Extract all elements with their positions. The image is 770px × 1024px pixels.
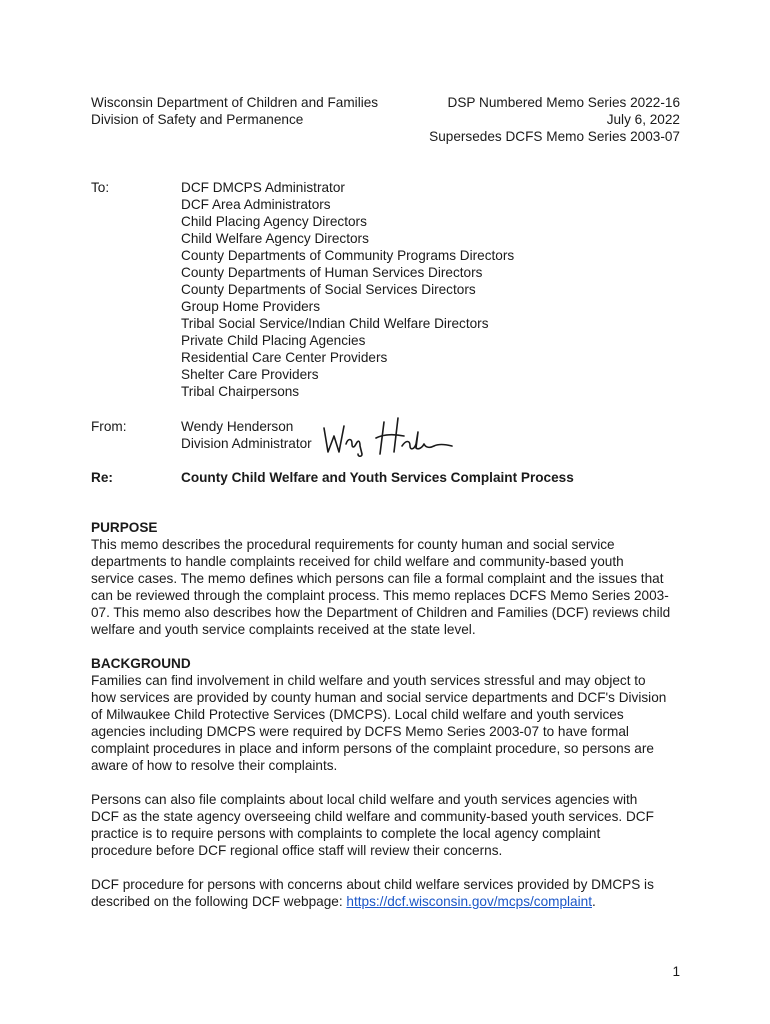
recipient-item: Private Child Placing Agencies bbox=[181, 333, 366, 348]
memo-date: July 6, 2022 bbox=[606, 112, 680, 127]
division-name: Division of Safety and Permanence bbox=[91, 112, 304, 127]
supersedes-note: Supersedes DCFS Memo Series 2003-07 bbox=[429, 129, 680, 144]
recipient-item: County Departments of Human Services Directors bbox=[181, 265, 483, 280]
text-line: complaint procedures in place and inform persons of the complaint procedure, so persons are bbox=[91, 741, 654, 756]
header-left bbox=[91, 94, 378, 128]
recipient-list bbox=[181, 179, 514, 400]
purpose-heading: PURPOSE bbox=[91, 520, 158, 535]
text-line: agencies including DMCPS were required by DCFS Memo Series 2003-07 to have formal bbox=[91, 724, 629, 739]
recipient-item: County Departments of Social Services Directors bbox=[181, 282, 476, 297]
recipient-item: DCF Area Administrators bbox=[181, 197, 331, 212]
text-line: aware of how to resolve their complaints. bbox=[91, 758, 338, 773]
recipient-item: Group Home Providers bbox=[181, 299, 321, 314]
text-line: how services are provided by county human and social service departments and DCF's Division bbox=[91, 690, 667, 705]
recipient-item: Tribal Social Service/Indian Child Welfare Directors bbox=[181, 316, 489, 331]
text-line: DCF as the state agency overseeing child welfare and community-based youth services. DCF bbox=[91, 809, 654, 824]
background-heading: BACKGROUND bbox=[91, 656, 191, 671]
background-paragraph-3 bbox=[91, 876, 683, 910]
recipient-item: County Departments of Community Programs Directors bbox=[181, 248, 515, 263]
text-line: 07. This memo also describes how the Department of Children and Families (DCF) reviews child bbox=[91, 605, 671, 620]
text-line: departments to handle complaints received for child welfare and community-based youth bbox=[91, 554, 624, 569]
text-line: of Milwaukee Child Protective Services (DMCPS). Local child welfare and youth services bbox=[91, 707, 624, 722]
text-line: Families can find involvement in child welfare and youth services stressful and may object to bbox=[91, 673, 646, 688]
sender-name: Wendy Henderson bbox=[181, 419, 294, 434]
memo-series: DSP Numbered Memo Series 2022-16 bbox=[447, 95, 680, 110]
recipient-item: Child Welfare Agency Directors bbox=[181, 231, 369, 246]
background-paragraph-1 bbox=[91, 672, 683, 774]
background-paragraph-2 bbox=[91, 791, 683, 859]
page-number: 1 bbox=[672, 964, 680, 979]
header-right bbox=[429, 94, 680, 145]
recipient-item: Shelter Care Providers bbox=[181, 367, 319, 382]
recipient-item: Child Placing Agency Directors bbox=[181, 214, 367, 229]
agency-name: Wisconsin Department of Children and Families bbox=[91, 95, 379, 110]
purpose-paragraph bbox=[91, 536, 683, 638]
recipient-item: Residential Care Center Providers bbox=[181, 350, 388, 365]
text-line: Persons can also file complaints about local child welfare and youth services agencies with bbox=[91, 792, 638, 807]
text-line: service cases. The memo defines which persons can file a formal complaint and the issues that bbox=[91, 571, 664, 586]
sender-block bbox=[181, 418, 312, 452]
to-label: To: bbox=[91, 180, 110, 195]
re-label: Re: bbox=[91, 470, 113, 485]
recipient-item: Tribal Chairpersons bbox=[181, 384, 300, 399]
text-line: This memo describes the procedural requirements for county human and social service bbox=[91, 537, 615, 552]
memo-body bbox=[91, 519, 683, 910]
link-prefix-text: described on the following DCF webpage: bbox=[91, 894, 347, 909]
handwritten-signature bbox=[318, 414, 454, 458]
text-line: procedure before DCF regional office staff will review their concerns. bbox=[91, 843, 503, 858]
memo-subject: County Child Welfare and Youth Services Complaint Process bbox=[181, 470, 574, 485]
text-line: welfare and youth service complaints received at the state level. bbox=[91, 622, 476, 637]
text-line-with-link bbox=[91, 893, 683, 910]
sender-title: Division Administrator bbox=[181, 436, 312, 451]
recipient-item: DCF DMCPS Administrator bbox=[181, 180, 345, 195]
from-label: From: bbox=[91, 419, 127, 434]
text-line: practice is to require persons with complaints to complete the local agency complaint bbox=[91, 826, 601, 841]
text-line: DCF procedure for persons with concerns about child welfare services provided by DMCPS is bbox=[91, 877, 654, 892]
text-line: can be reviewed through the complaint process. This memo replaces DCFS Memo Series 2003- bbox=[91, 588, 669, 603]
link-suffix-text: . bbox=[591, 894, 596, 909]
complaint-webpage-link[interactable]: https://dcf.wisconsin.gov/mcps/complaint bbox=[346, 894, 592, 909]
